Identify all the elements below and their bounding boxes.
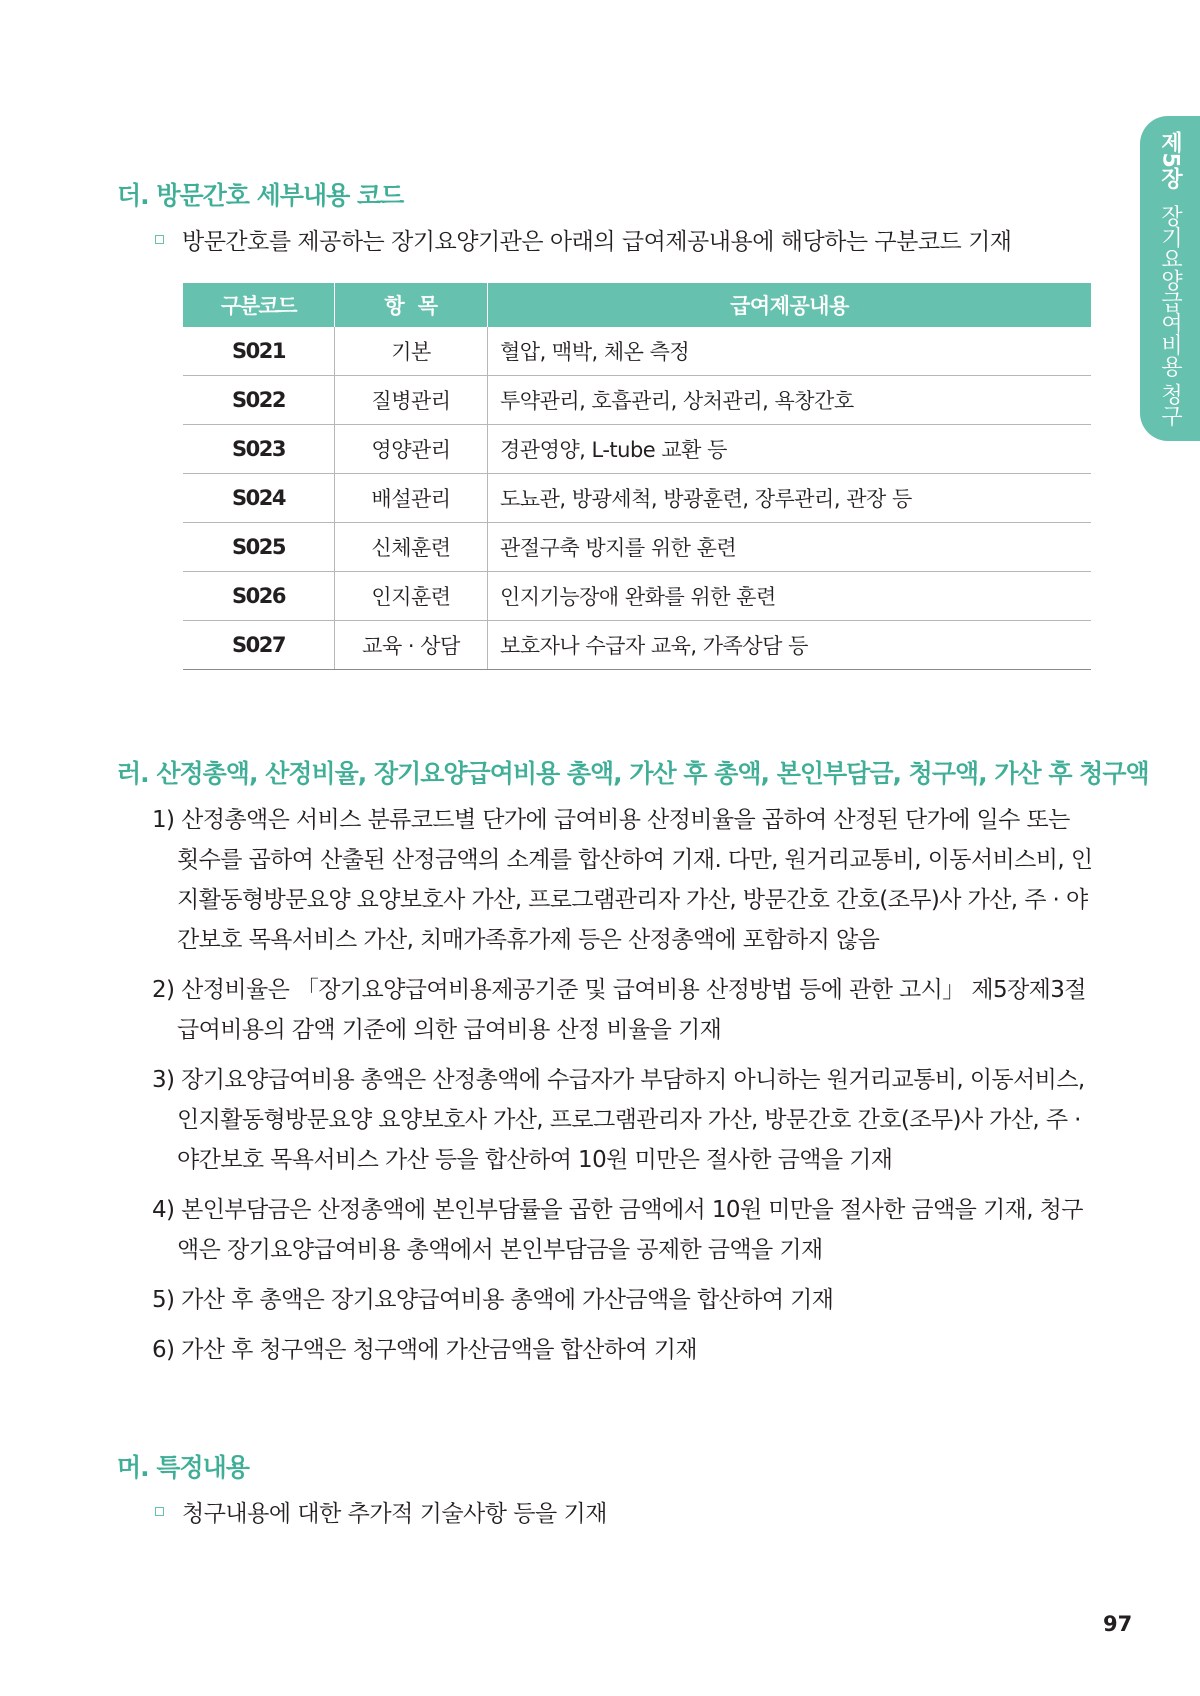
cell-desc: 혈압, 맥박, 체온 측정 [488, 327, 1092, 376]
visit-nursing-code-table [183, 283, 1091, 670]
table-header-row [183, 283, 1091, 327]
square-bullet-icon [155, 235, 164, 244]
cell-code: S026 [183, 572, 335, 621]
list-item: 3) 장기요양급여비용 총액은 산정총액에 수급자가 부담하지 아니하는 원거리교통비, 이동서비스, 인지활동형방문요양 요양보호사 가산, 프로그램관리자 가산, 방문간호 간호(조무)사 가산, 주 · 야간보호 목욕서비스 가산 등을 합산하여 10원 미만은 절사한 금액을 기재 [152, 1067, 1085, 1173]
cell-desc: 보호자나 수급자 교육, 가족상담 등 [488, 621, 1092, 670]
cell-code: S027 [183, 621, 335, 670]
cell-desc: 도뇨관, 방광세척, 방광훈련, 장루관리, 관장 등 [488, 474, 1092, 523]
table-row [183, 474, 1091, 523]
list-item: 5) 가산 후 총액은 장기요양급여비용 총액에 가산금액을 합산하여 기재 [152, 1287, 834, 1313]
chapter-number: 제5장 [1157, 130, 1183, 189]
chapter-side-tab [1140, 116, 1200, 441]
section-title-totals-and-claims: 러. 산정총액, 산정비율, 장기요양급여비용 총액, 가산 후 총액, 본인부담금, 청구액, 가산 후 청구액 [117, 759, 1149, 788]
cell-item: 교육 · 상담 [335, 621, 488, 670]
chapter-title: 장기요양급여비용 청구 [1157, 204, 1183, 427]
header-desc: 급여제공내용 [488, 283, 1092, 327]
list-item: 4) 본인부담금은 산정총액에 본인부담률을 곱한 금액에서 10원 미만을 절사한 금액을 기재, 청구액은 장기요양급여비용 총액에서 본인부담금을 공제한 금액을 기재 [152, 1197, 1083, 1263]
section-d-bullet [155, 223, 1012, 256]
table-row [183, 523, 1091, 572]
totals-rules-list [152, 800, 1097, 1380]
cell-item: 신체훈련 [335, 523, 488, 572]
chapter-side-tab-text [1155, 131, 1186, 426]
header-item: 항 목 [335, 283, 488, 327]
page-number: 97 [1103, 1612, 1133, 1636]
cell-code: S024 [183, 474, 335, 523]
table-row [183, 327, 1091, 376]
header-code: 구분코드 [183, 283, 335, 327]
cell-desc: 투약관리, 호흡관리, 상처관리, 욕창간호 [488, 376, 1092, 425]
section-title-special-content: 머. 특정내용 [117, 1453, 249, 1482]
cell-code: S025 [183, 523, 335, 572]
cell-item: 영양관리 [335, 425, 488, 474]
table-row [183, 572, 1091, 621]
section-d-bullet-text: 방문간호를 제공하는 장기요양기관은 아래의 급여제공내용에 해당하는 구분코드 기재 [182, 229, 1012, 255]
cell-code: S023 [183, 425, 335, 474]
cell-item: 인지훈련 [335, 572, 488, 621]
cell-item: 배설관리 [335, 474, 488, 523]
list-item: 1) 산정총액은 서비스 분류코드별 단가에 급여비용 산정비율을 곱하여 산정된 단가에 일수 또는 횟수를 곱하여 산출된 산정금액의 소계를 합산하여 기재. 다만, 원거리교통비, 이동서비스비, 인지활동형방문요양 요양보호사 가산, 프로그램관리자 가산, 방문간호 간호(조무)사 가산, 주 · 야간보호 목욕서비스 가산, 치매가족휴가제 등은 산정총액에 포함하지 않음 [152, 807, 1093, 953]
cell-desc: 관절구축 방지를 위한 훈련 [488, 523, 1092, 572]
list-item: 6) 가산 후 청구액은 청구액에 가산금액을 합산하여 기재 [152, 1337, 697, 1363]
list-item: 2) 산정비율은 「장기요양급여비용제공기준 및 급여비용 산정방법 등에 관한 고시」 제5장제3절 급여비용의 감액 기준에 의한 급여비용 산정 비율을 기재 [152, 977, 1086, 1043]
cell-code: S021 [183, 327, 335, 376]
cell-code: S022 [183, 376, 335, 425]
section-m-bullet [155, 1495, 607, 1528]
cell-item: 질병관리 [335, 376, 488, 425]
cell-desc: 인지기능장애 완화를 위한 훈련 [488, 572, 1092, 621]
square-bullet-icon [155, 1507, 164, 1516]
table-row [183, 425, 1091, 474]
table-row [183, 376, 1091, 425]
cell-item: 기본 [335, 327, 488, 376]
cell-desc: 경관영양, L-tube 교환 등 [488, 425, 1092, 474]
table-row [183, 621, 1091, 670]
section-m-bullet-text: 청구내용에 대한 추가적 기술사항 등을 기재 [182, 1501, 607, 1527]
section-title-visit-nursing-codes: 더. 방문간호 세부내용 코드 [117, 181, 404, 210]
